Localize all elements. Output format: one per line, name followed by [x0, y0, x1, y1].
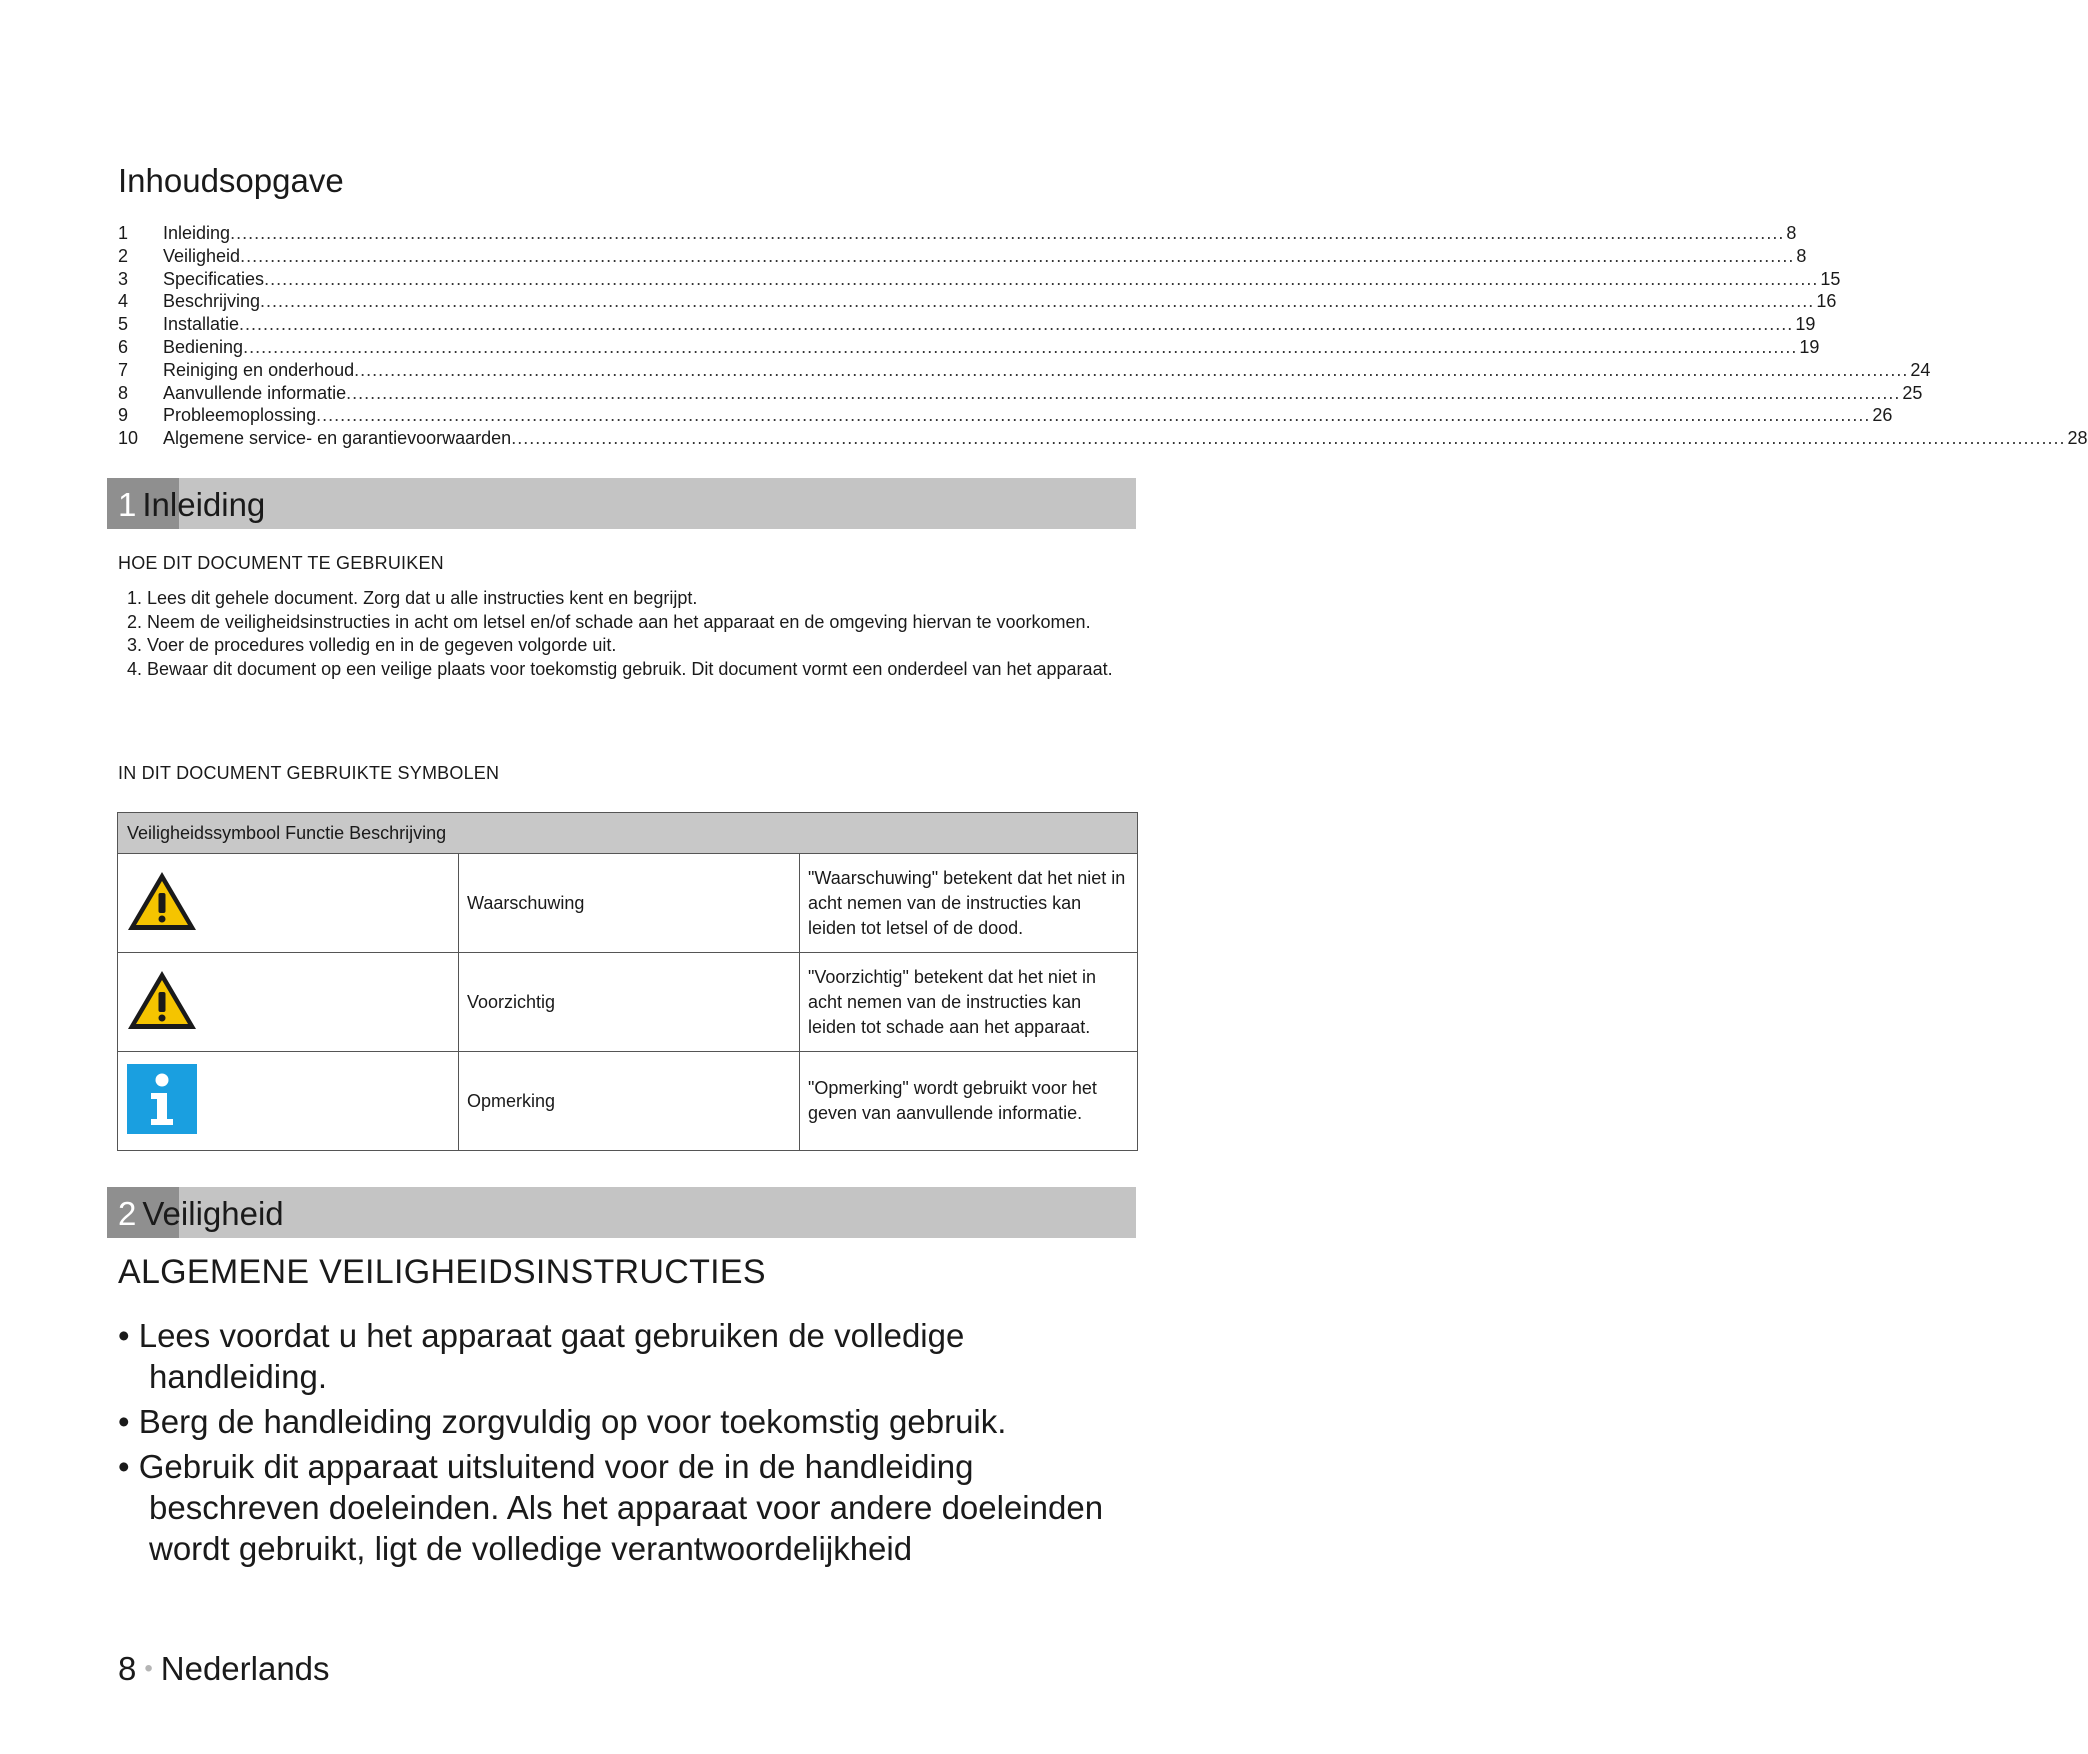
safety-instruction: • Lees voordat u het apparaat gaat gebruiken de volledige handleiding.: [118, 1317, 965, 1395]
toc-page-number: 15: [1820, 268, 1841, 289]
toc-page-number: 26: [1872, 405, 1893, 426]
table-row: [118, 854, 1138, 953]
toc-row[interactable]: [118, 245, 1807, 268]
toc-leader: ...................................................................................................................................................................................................................................................................: [346, 382, 1901, 403]
toc-row[interactable]: [118, 336, 1820, 359]
symbols-heading: IN DIT DOCUMENT GEBRUIKTE SYMBOLEN: [118, 763, 500, 783]
toc-row[interactable]: [118, 404, 1893, 427]
toc-number: 2: [118, 245, 129, 266]
toc-page-number: 24: [1910, 359, 1931, 380]
warning-triangle-icon: [126, 869, 198, 933]
toc-row[interactable]: [118, 313, 1816, 336]
safety-heading: ALGEMENE VEILIGHEIDSINSTRUCTIES: [118, 1253, 766, 1291]
toc-leader: ...................................................................................................................................................................................................................................................................: [354, 359, 1909, 380]
toc-row[interactable]: [118, 268, 1841, 291]
footer-language: Nederlands: [160, 1650, 330, 1687]
toc-row[interactable]: [118, 290, 1837, 313]
section-title-text: Veiligheid: [142, 1195, 284, 1232]
toc-leader: ...................................................................................................................................................................................................................................................................: [264, 268, 1819, 289]
symbol-cell: [118, 953, 459, 1052]
toc-number: 4: [118, 291, 129, 312]
section-title: [118, 486, 265, 524]
symbol-cell: [118, 1052, 459, 1151]
toc-number: 7: [118, 359, 129, 380]
toc-label: Bediening: [163, 336, 244, 357]
toc-label: Algemene service- en garantievoorwaarden: [163, 428, 512, 449]
toc-title: Inhoudsopgave: [118, 162, 344, 199]
usage-step: 2. Neem de veiligheidsinstructies in acht om letsel en/of schade aan het apparaat en de omgeving hiervan te voorkomen.: [127, 611, 1091, 632]
toc-page-number: 28: [2067, 428, 2088, 449]
toc-label: Reiniging en onderhoud: [163, 359, 355, 380]
toc-number: 1: [118, 223, 129, 243]
table-of-contents: [118, 222, 2088, 450]
toc-leader: ...................................................................................................................................................................................................................................................................: [230, 223, 1785, 243]
toc-number: 9: [118, 405, 129, 426]
table-header-row: [118, 813, 1138, 854]
toc-leader: ...................................................................................................................................................................................................................................................................: [260, 291, 1815, 312]
table-header-cell: [118, 813, 1138, 854]
toc-number: 10: [118, 428, 139, 449]
toc-leader: ...................................................................................................................................................................................................................................................................: [243, 336, 1798, 357]
toc-page-number: 19: [1799, 336, 1820, 357]
footer-separator: •: [144, 1655, 153, 1682]
function-cell: Waarschuwing: [459, 854, 800, 953]
usage-step: 3. Voer de procedures volledig en in de gegeven volgorde uit.: [127, 635, 617, 655]
section-title-text: Inleiding: [142, 486, 266, 523]
section-header-veiligheid: [107, 1187, 1136, 1238]
toc-number: 5: [118, 314, 129, 335]
toc-row[interactable]: [118, 427, 2088, 450]
usage-step: 1. Lees dit gehele document. Zorg dat u alle instructies kent en begrijpt.: [127, 588, 698, 608]
usage-heading: HOE DIT DOCUMENT TE GEBRUIKEN: [118, 553, 444, 573]
toc-leader: ...................................................................................................................................................................................................................................................................: [511, 428, 2066, 449]
symbol-cell: [118, 854, 459, 953]
page-number: 8: [118, 1650, 137, 1687]
toc-row[interactable]: [118, 382, 1923, 405]
toc-label: Veiligheid: [163, 245, 241, 266]
safety-instruction: • Berg de handleiding zorgvuldig op voor toekomstig gebruik.: [118, 1403, 1007, 1440]
section-number: 1: [118, 486, 137, 523]
toc-leader: ...................................................................................................................................................................................................................................................................: [239, 314, 1794, 335]
table-row: [118, 953, 1138, 1052]
usage-step: 4. Bewaar dit document op een veilige plaats voor toekomstig gebruik. Dit document vormt een onderdeel van het apparaat.: [127, 658, 1113, 679]
toc-label: Beschrijving: [163, 291, 261, 312]
description-cell: "Voorzichtig" betekent dat het niet in acht nemen van de instructies kan leiden tot schade aan het apparaat.: [800, 953, 1138, 1052]
toc-number: 3: [118, 268, 129, 289]
safety-instruction: • Gebruik dit apparaat uitsluitend voor de in de handleiding beschreven doeleinden. Als het apparaat voor andere doeleinden wordt gebruikt, ligt de volledige verantwoordelijkheid: [118, 1448, 1104, 1567]
section-title: [118, 1195, 284, 1233]
toc-number: 8: [118, 382, 129, 403]
section-header-inleiding: [107, 478, 1136, 529]
function-cell: Opmerking: [459, 1052, 800, 1151]
toc-label: Inleiding: [163, 223, 231, 243]
toc-page-number: 8: [1796, 245, 1807, 266]
caution-triangle-icon: [126, 968, 198, 1032]
toc-page-number: 19: [1795, 314, 1816, 335]
toc-leader: ...................................................................................................................................................................................................................................................................: [240, 245, 1795, 266]
toc-label: Aanvullende informatie: [163, 382, 347, 403]
table-row: [118, 1052, 1138, 1151]
usage-steps: [118, 587, 1128, 681]
toc-label: Probleemoplossing: [163, 405, 317, 426]
info-icon: [126, 1063, 198, 1135]
toc-page-number: 25: [1902, 382, 1923, 403]
toc-number: 6: [118, 336, 129, 357]
safety-instructions: [118, 1315, 1138, 1573]
function-cell: Voorzichtig: [459, 953, 800, 1052]
toc-page-number: 16: [1816, 291, 1837, 312]
toc-label: Installatie: [163, 314, 240, 335]
toc-leader: ...................................................................................................................................................................................................................................................................: [316, 405, 1871, 426]
description-cell: "Waarschuwing" betekent dat het niet in acht nemen van de instructies kan leiden tot letsel of de dood.: [800, 854, 1138, 953]
page-footer: [118, 1650, 330, 1688]
description-cell: "Opmerking" wordt gebruikt voor het geven van aanvullende informatie.: [800, 1052, 1138, 1151]
toc-page-number: 8: [1786, 223, 1797, 243]
section-number: 2: [118, 1195, 137, 1232]
toc-label: Specificaties: [163, 268, 265, 289]
symbols-table: [117, 812, 1138, 1151]
toc-row[interactable]: [118, 359, 1931, 382]
toc-row[interactable]: [118, 222, 1797, 245]
table-header-text: Veiligheidssymbool Functie Beschrijving: [127, 822, 447, 843]
